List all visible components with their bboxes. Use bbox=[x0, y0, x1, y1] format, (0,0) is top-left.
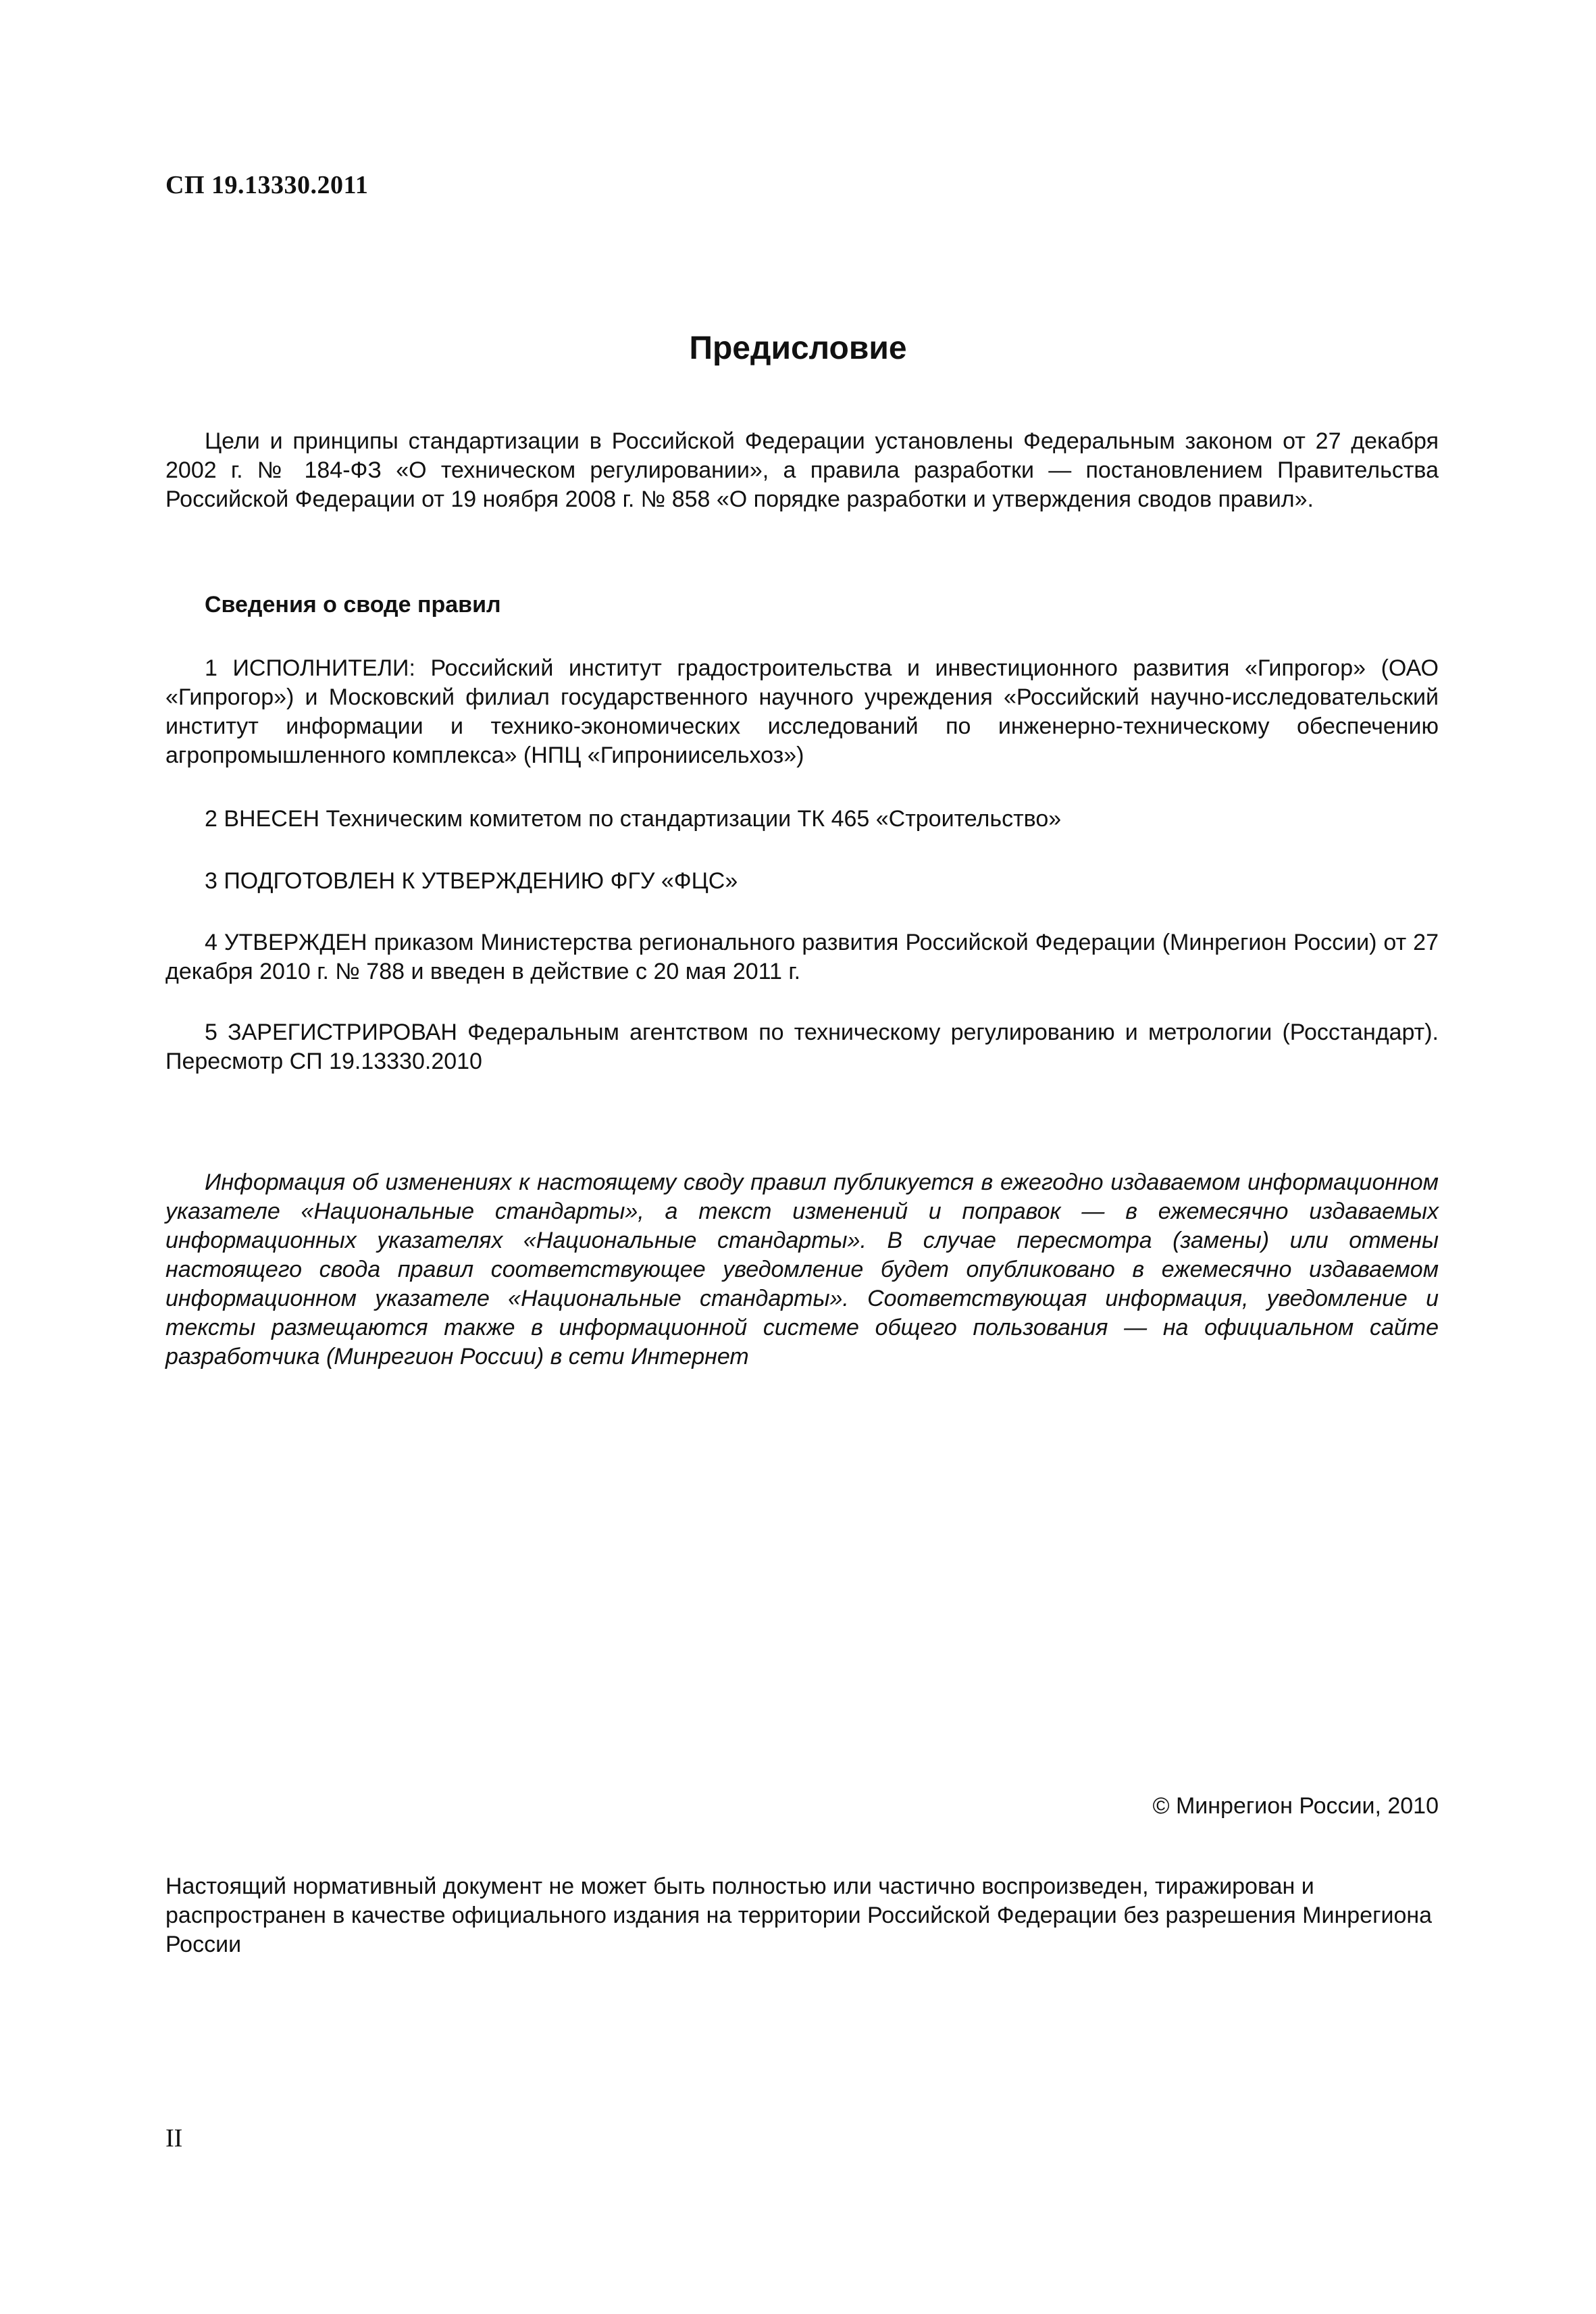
item-5-paragraph: 5 ЗАРЕГИСТРИРОВАН Федеральным агентством по техническому регулированию и метрологии (Росстандарт). Пересмотр СП 19.13330.2010 bbox=[165, 1020, 1439, 1074]
item-2-paragraph: 2 ВНЕСЕН Техническим комитетом по стандартизации ТК 465 «Строительство» bbox=[205, 806, 1062, 832]
item-1-paragraph: 1 ИСПОЛНИТЕЛИ: Российский институт градостроительства и инвестиционного развития «Гипрогор» (ОАО «Гипрогор») и Московский филиал государственного научного учреждения «Российский научно-исследовательский институт информации и технико-экономических исследований по инженерно-техническому обеспечению агропромышленного комплекса» (НПЦ «Гипрониисельхоз») bbox=[165, 655, 1439, 768]
document-code: СП 19.13330.2011 bbox=[165, 171, 369, 199]
item-4-paragraph: 4 УТВЕРЖДЕН приказом Министерства регионального развития Российской Федерации (Минрегион России) от 27 декабря 2010 г. № 788 и введен в действие с 20 мая 2011 г. bbox=[165, 930, 1439, 984]
section-subheading: Сведения о своде правил bbox=[205, 592, 501, 618]
copyright-line: © Минрегион России, 2010 bbox=[1152, 1793, 1439, 1819]
reproduction-notice: Настоящий нормативный документ не может быть полностью или частично воспроизведен, тиражирован и распространен в качестве официального издания на территории Российской Федерации без разрешения Минрегиона России bbox=[165, 1873, 1433, 1957]
changes-notice-paragraph: Информация об изменениях к настоящему своду правил публикуется в ежегодно издаваемом информационном указателе «Национальные стандарты», а текст изменений и поправок — в ежемесячно издаваемых информационных указателях «Национальные стандарты». В случае пересмотра (замены) или отмены настоящего свода правил соответствующее уведомление будет опубликовано в ежемесячно издаваемом информационном указателе «Национальные стандарты». Соответствующая информация, уведомление и тексты размещаются также в информационной системе общего пользования — на официальном сайте разработчика (Минрегион России) в сети Интернет bbox=[165, 1169, 1439, 1369]
page-title: Предисловие bbox=[689, 330, 907, 366]
item-3-paragraph: 3 ПОДГОТОВЛЕН К УТВЕРЖДЕНИЮ ФГУ «ФЦС» bbox=[205, 868, 738, 894]
intro-paragraph: Цели и принципы стандартизации в Российской Федерации установлены Федеральным законом от 27 декабря 2002 г. № 184-ФЗ «О техническом регулировании», а правила разработки — постановлением Правительства Российской Федерации от 19 ноября 2008 г. № 858 «О порядке разработки и утверждения сводов правил». bbox=[165, 428, 1439, 512]
page-number: II bbox=[165, 2124, 183, 2153]
